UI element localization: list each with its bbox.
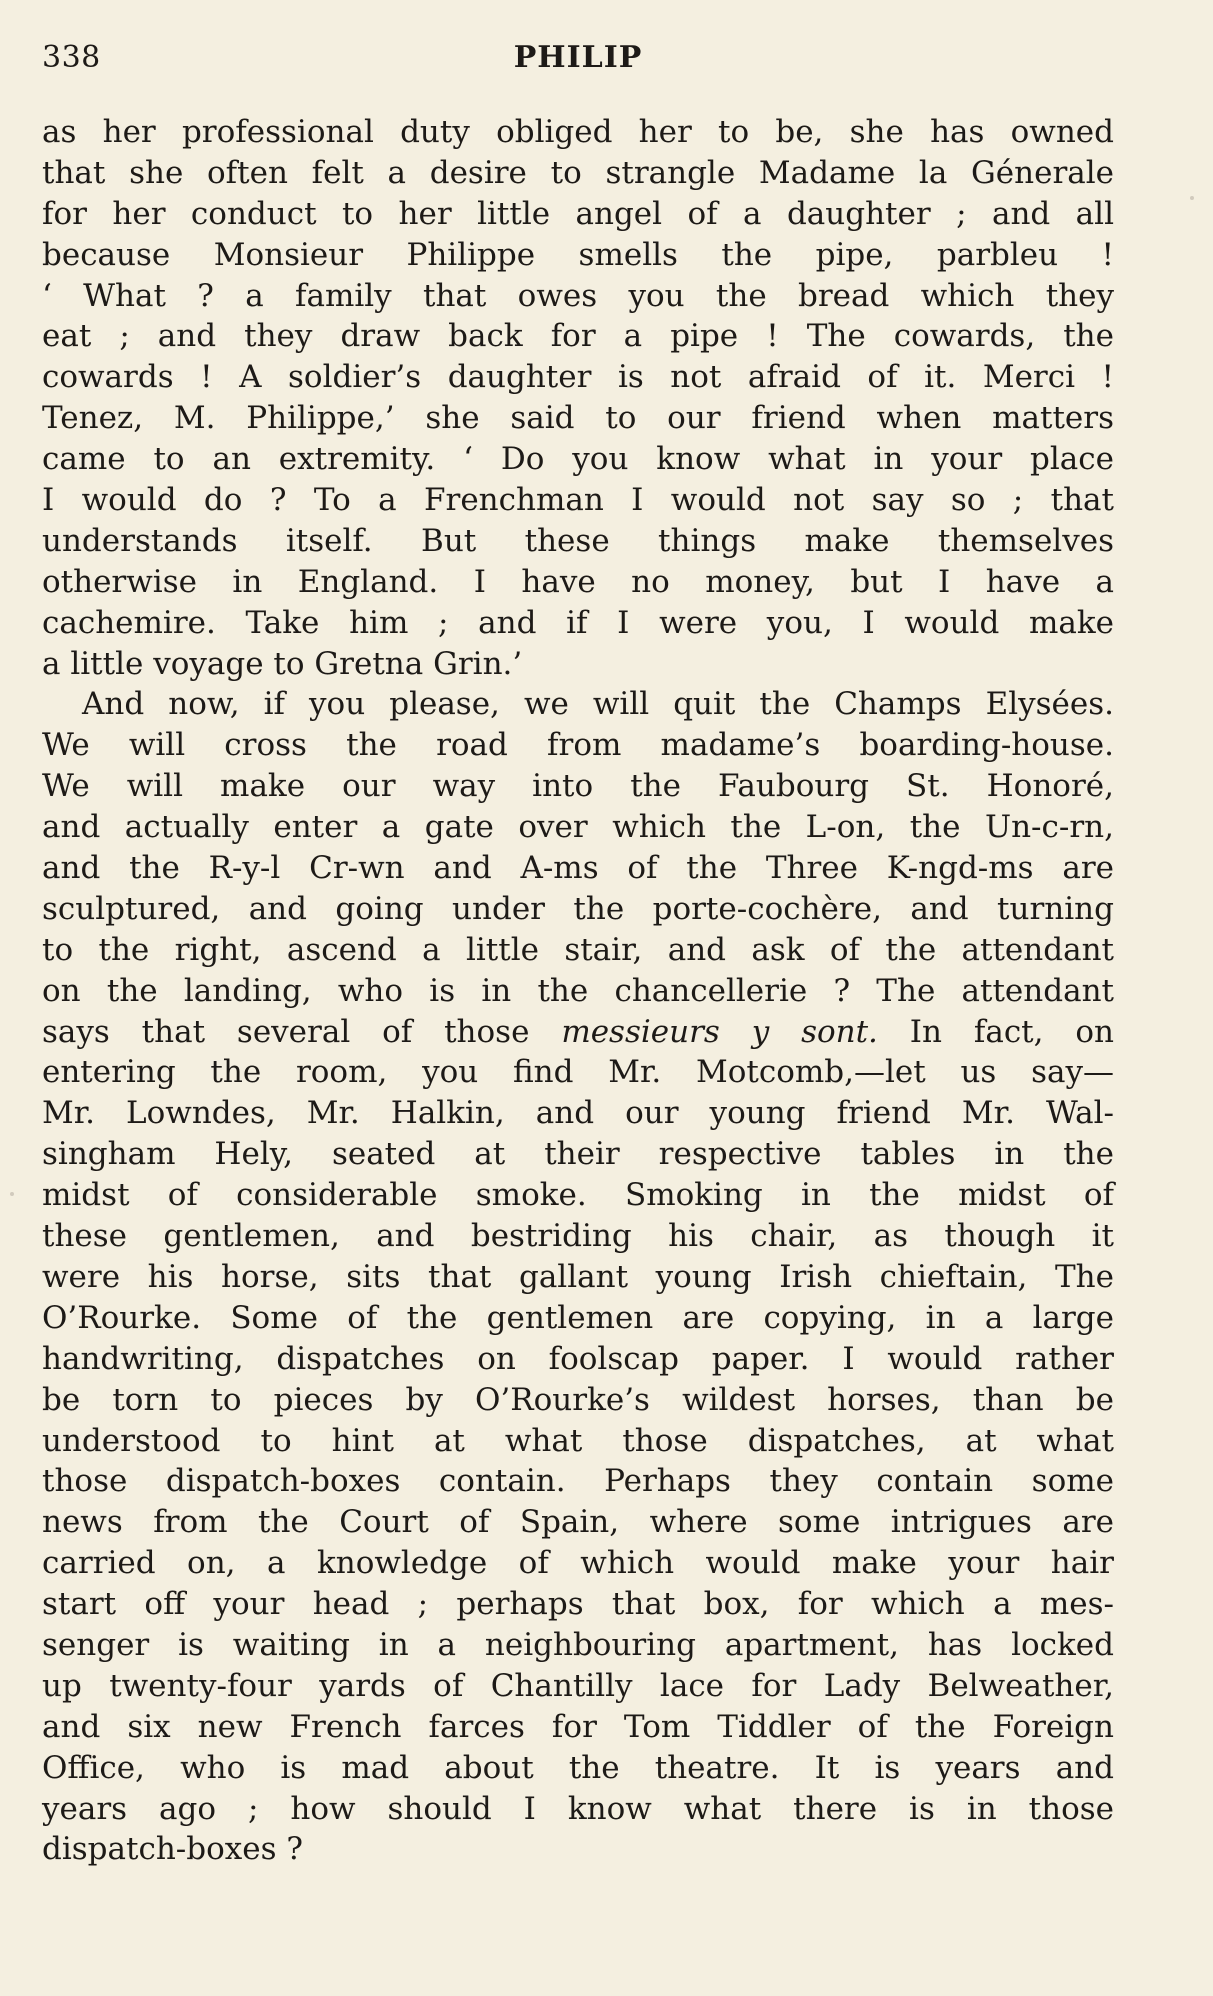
text-line: carried on, a knowledge of which would make your hair xyxy=(42,1545,1114,1582)
text-line: news from the Court of Spain, where some intrigues are xyxy=(42,1504,1114,1541)
text-line: that she often felt a desire to strangle Madame la Génerale xyxy=(42,154,1114,191)
text-line: up twenty-four yards of Chantilly lace for Lady Belweather, xyxy=(42,1667,1114,1704)
text-line: midst of considerable smoke. Smoking in the midst of xyxy=(42,1177,1114,1214)
text-line: Tenez, M. Philippe,’ she said to our friend when matters xyxy=(42,400,1114,437)
text-line: We will cross the road from madame’s boarding-house. xyxy=(42,727,1114,764)
paragraph-first-line: And now, if you please, we will quit the Champs Elysées. xyxy=(82,686,1114,723)
text-line: on the landing, who is in the chancellerie ? The attendant xyxy=(42,972,1114,1009)
text-line: cowards ! A soldier’s daughter is not afraid of it. Merci ! xyxy=(42,359,1114,396)
paragraph-last-line: dispatch-boxes ? xyxy=(42,1831,303,1868)
paragraph-last-line: a little voyage to Gretna Grin.’ xyxy=(42,645,523,682)
paper-speck xyxy=(10,1192,14,1196)
text-line: cachemire. Take him ; and if I were you, I would make xyxy=(42,604,1114,641)
text-line: ‘ What ? a family that owes you the bread which they xyxy=(42,277,1114,314)
text-line: I would do ? To a Frenchman I would not say so ; that xyxy=(42,482,1114,519)
text-line: for her conduct to her little angel of a daughter ; and all xyxy=(42,195,1114,232)
text-line: were his horse, sits that gallant young Irish chieftain, The xyxy=(42,1258,1114,1295)
page-header xyxy=(42,38,1114,78)
text-line: We will make our way into the Faubourg St. Honoré, xyxy=(42,768,1114,805)
text-line: Office, who is mad about the theatre. It is years and xyxy=(42,1749,1114,1786)
text-line: came to an extremity. ‘ Do you know what in your place xyxy=(42,441,1114,478)
text-line: those dispatch-boxes contain. Perhaps they contain some xyxy=(42,1463,1114,1500)
text-line: otherwise in England. I have no money, but I have a xyxy=(42,563,1114,600)
body-text xyxy=(42,112,1114,1870)
text-line: start off your head ; perhaps that box, for which a mes- xyxy=(42,1586,1114,1623)
text-line: understands itself. But these things make themselves xyxy=(42,522,1114,559)
text-line: and actually enter a gate over which the L-on, the Un-c-rn, xyxy=(42,809,1114,846)
text-line: singham Hely, seated at their respective tables in the xyxy=(42,1136,1114,1173)
text-line: O’Rourke. Some of the gentlemen are copying, in a large xyxy=(42,1299,1114,1336)
text-line: years ago ; how should I know what there is in those xyxy=(42,1790,1114,1827)
text-line: and the R-y-l Cr-wn and A-ms of the Three K-ngd-ms are xyxy=(42,850,1114,887)
text-line: be torn to pieces by O’Rourke’s wildest horses, than be xyxy=(42,1381,1114,1418)
text-fragment: says that several of those xyxy=(42,1013,562,1050)
text-line: because Monsieur Philippe smells the pipe, parbleu ! xyxy=(42,236,1114,273)
text-line: and six new French farces for Tom Tiddler of the Foreign xyxy=(42,1708,1114,1745)
text-fragment: In fact, on xyxy=(877,1013,1114,1050)
text-line: senger is waiting in a neighbouring apartment, has locked xyxy=(42,1626,1114,1663)
text-line: eat ; and they draw back for a pipe ! The cowards, the xyxy=(42,318,1114,355)
text-line: handwriting, dispatches on foolscap paper. I would rather xyxy=(42,1340,1114,1377)
text-line: as her professional duty obliged her to be, she has owned xyxy=(42,114,1114,150)
italic-phrase: messieurs y sont. xyxy=(561,1013,878,1050)
text-line: understood to hint at what those dispatches, at what xyxy=(42,1422,1114,1459)
page-number: 338 xyxy=(42,40,101,75)
text-line: entering the room, you find Mr. Motcomb,—let us say— xyxy=(42,1054,1114,1091)
text-line: these gentlemen, and bestriding his chair, as though it xyxy=(42,1218,1114,1255)
text-line: sculptured, and going under the porte-cochère, and turning xyxy=(42,890,1114,927)
text-line: to the right, ascend a little stair, and ask of the attendant xyxy=(42,931,1114,968)
paper-speck xyxy=(1190,196,1194,200)
text-line: Mr. Lowndes, Mr. Halkin, and our young friend Mr. Wal- xyxy=(42,1095,1114,1132)
text-line-with-italics xyxy=(42,1012,1114,1053)
running-title: PHILIP xyxy=(513,40,643,75)
